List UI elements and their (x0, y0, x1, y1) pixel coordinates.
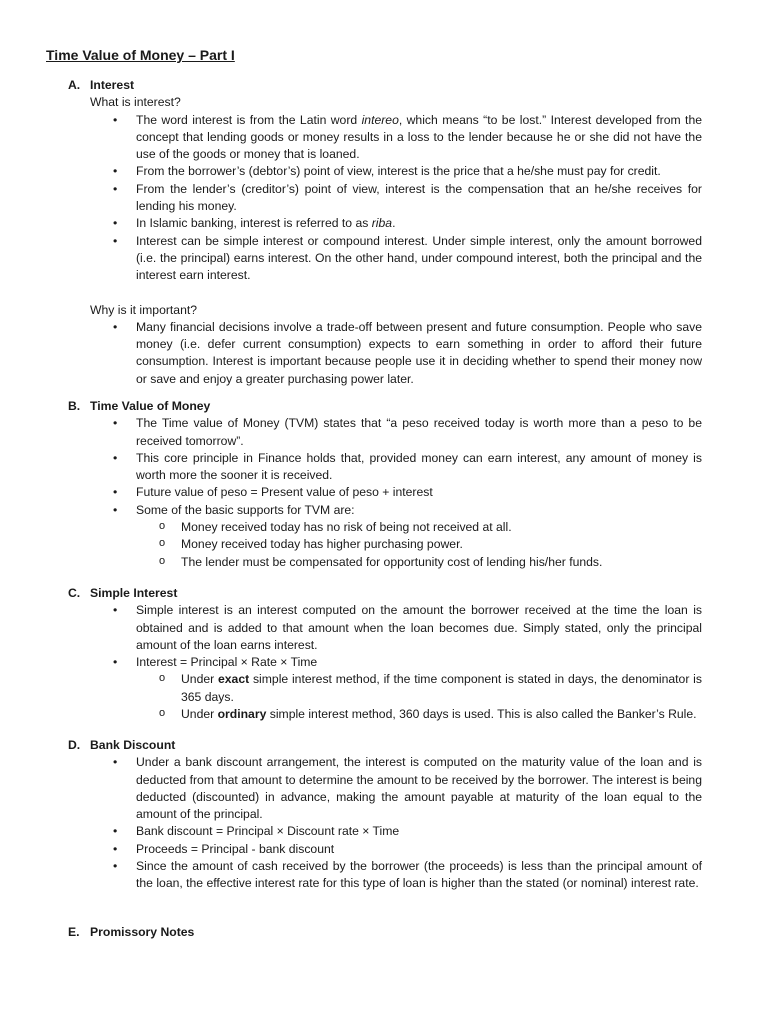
text-run: Interest = Principal × Rate × Time (136, 655, 318, 670)
sub-list (136, 671, 702, 723)
section-bank-discount (68, 737, 702, 893)
sub-list (136, 519, 702, 571)
list-item (136, 215, 702, 232)
list-item (136, 112, 702, 164)
text-run: In Islamic banking, interest is referred to as (136, 216, 372, 231)
text-run: The word interest is from the Latin word (136, 112, 362, 127)
subheading-why-important: Why is it important? (90, 302, 198, 317)
text-run: Under (181, 672, 218, 687)
italic-term: intereo (361, 112, 399, 127)
bullet-list (68, 415, 702, 571)
list-item: • Under a bank discount arrangement, the interest is computed on the maturity value of the loan and is deducted from that amount to determine the amount to be received by the borrower. The interest is being deducted (discounted) in advance, making the amount payable at maturity of the loan equal to the amount of the principal. (136, 754, 702, 823)
text-run: simple interest method, 360 days is used. This is also called the Banker’s Rule. (266, 707, 697, 722)
section-title: Bank Discount (90, 738, 176, 752)
section-heading (68, 398, 702, 415)
list-item: • From the borrower’s (debtor’s) point of view, interest is the price that a he/she must pay for credit. (136, 163, 702, 180)
list-item: • Interest can be simple interest or compound interest. Under simple interest, only the amount borrowed (i.e. the principal) earns interest. On the other hand, under compound interest, both the principal and the interest earn interest. (136, 233, 702, 285)
text-run: . (392, 216, 396, 231)
section-letter: E. (68, 925, 80, 939)
section-heading (68, 924, 702, 941)
subheading-what-is-interest: What is interest? (90, 95, 181, 110)
text-run: Some of the basic supports for TVM are: (136, 502, 355, 517)
sub-list-item: o Money received today has higher purchasing power. (181, 536, 702, 553)
sub-list-item (181, 706, 702, 723)
text-run: Under (181, 707, 218, 722)
section-letter: B. (68, 399, 81, 413)
list-item: • Simple interest is an interest computed on the amount the borrower received at the time the loan is obtained and is added to that amount when the loan becomes due. Simply stated, only the principal amount of the loan earns interest. (136, 602, 702, 654)
section-heading (68, 585, 702, 602)
list-item: • This core principle in Finance holds that, provided money can earn interest, any amount of money is worth more the sooner it is received. (136, 450, 702, 485)
text-run: , which means “to be lost.” Interest developed from the concept that lending goods or money results in a loss to the lender because he or she did not have the use of the goods or money that is loaned. (136, 112, 703, 162)
text-run: simple interest method, if the time component is stated in days, the denominator is 365 days. (181, 672, 702, 704)
list-item (136, 654, 702, 723)
bullet-list (68, 112, 702, 285)
section-promissory-notes (68, 924, 702, 941)
section-title: Promissory Notes (90, 925, 195, 939)
list-item: • Many financial decisions involve a trade-off between present and future consumption. People who save money (i.e. defer current consumption) expects to earn something in order to afford their future consumption. Interest is important because people use it in deciding whether to spend their money now or save and enjoy a greater purchasing power later. (136, 319, 702, 388)
section-time-value-of-money (68, 398, 702, 571)
list-item: • Bank discount = Principal × Discount rate × Time (136, 823, 702, 840)
sub-list-item: o Money received today has no risk of being not received at all. (181, 519, 702, 536)
list-item: • Proceeds = Principal - bank discount (136, 841, 702, 858)
list-item (136, 502, 702, 571)
bold-term: ordinary (217, 707, 267, 722)
section-simple-interest (68, 585, 702, 723)
section-title: Time Value of Money (90, 399, 211, 413)
list-item: • Future value of peso = Present value of peso + interest (136, 484, 702, 501)
section-letter: C. (68, 586, 81, 600)
list-item: • The Time value of Money (TVM) states that “a peso received today is worth more than a peso to be received tomorrow”. (136, 415, 702, 450)
section-letter: D. (68, 738, 81, 752)
section-letter: A. (68, 78, 81, 92)
sub-list-item (181, 671, 702, 706)
bold-term: exact (218, 672, 250, 687)
bullet-list (68, 602, 702, 723)
list-item: • Since the amount of cash received by the borrower (the proceeds) is less than the principal amount of the loan, the effective interest rate for this type of loan is higher than the stated (or nominal) interest rate. (136, 858, 702, 893)
section-heading (68, 77, 702, 94)
section-heading (68, 737, 702, 754)
section-title: Simple Interest (90, 586, 178, 600)
bullet-list (68, 319, 702, 388)
list-item: • From the lender’s (creditor’s) point of view, interest is the compensation that an he/she receives for lending his money. (136, 181, 702, 216)
sub-list-item: o The lender must be compensated for opportunity cost of lending his/her funds. (181, 554, 702, 571)
italic-term: riba (371, 216, 393, 231)
section-interest (68, 77, 702, 388)
page-title: Time Value of Money – Part I (46, 47, 235, 63)
section-title: Interest (90, 78, 135, 92)
bullet-list (68, 754, 702, 892)
